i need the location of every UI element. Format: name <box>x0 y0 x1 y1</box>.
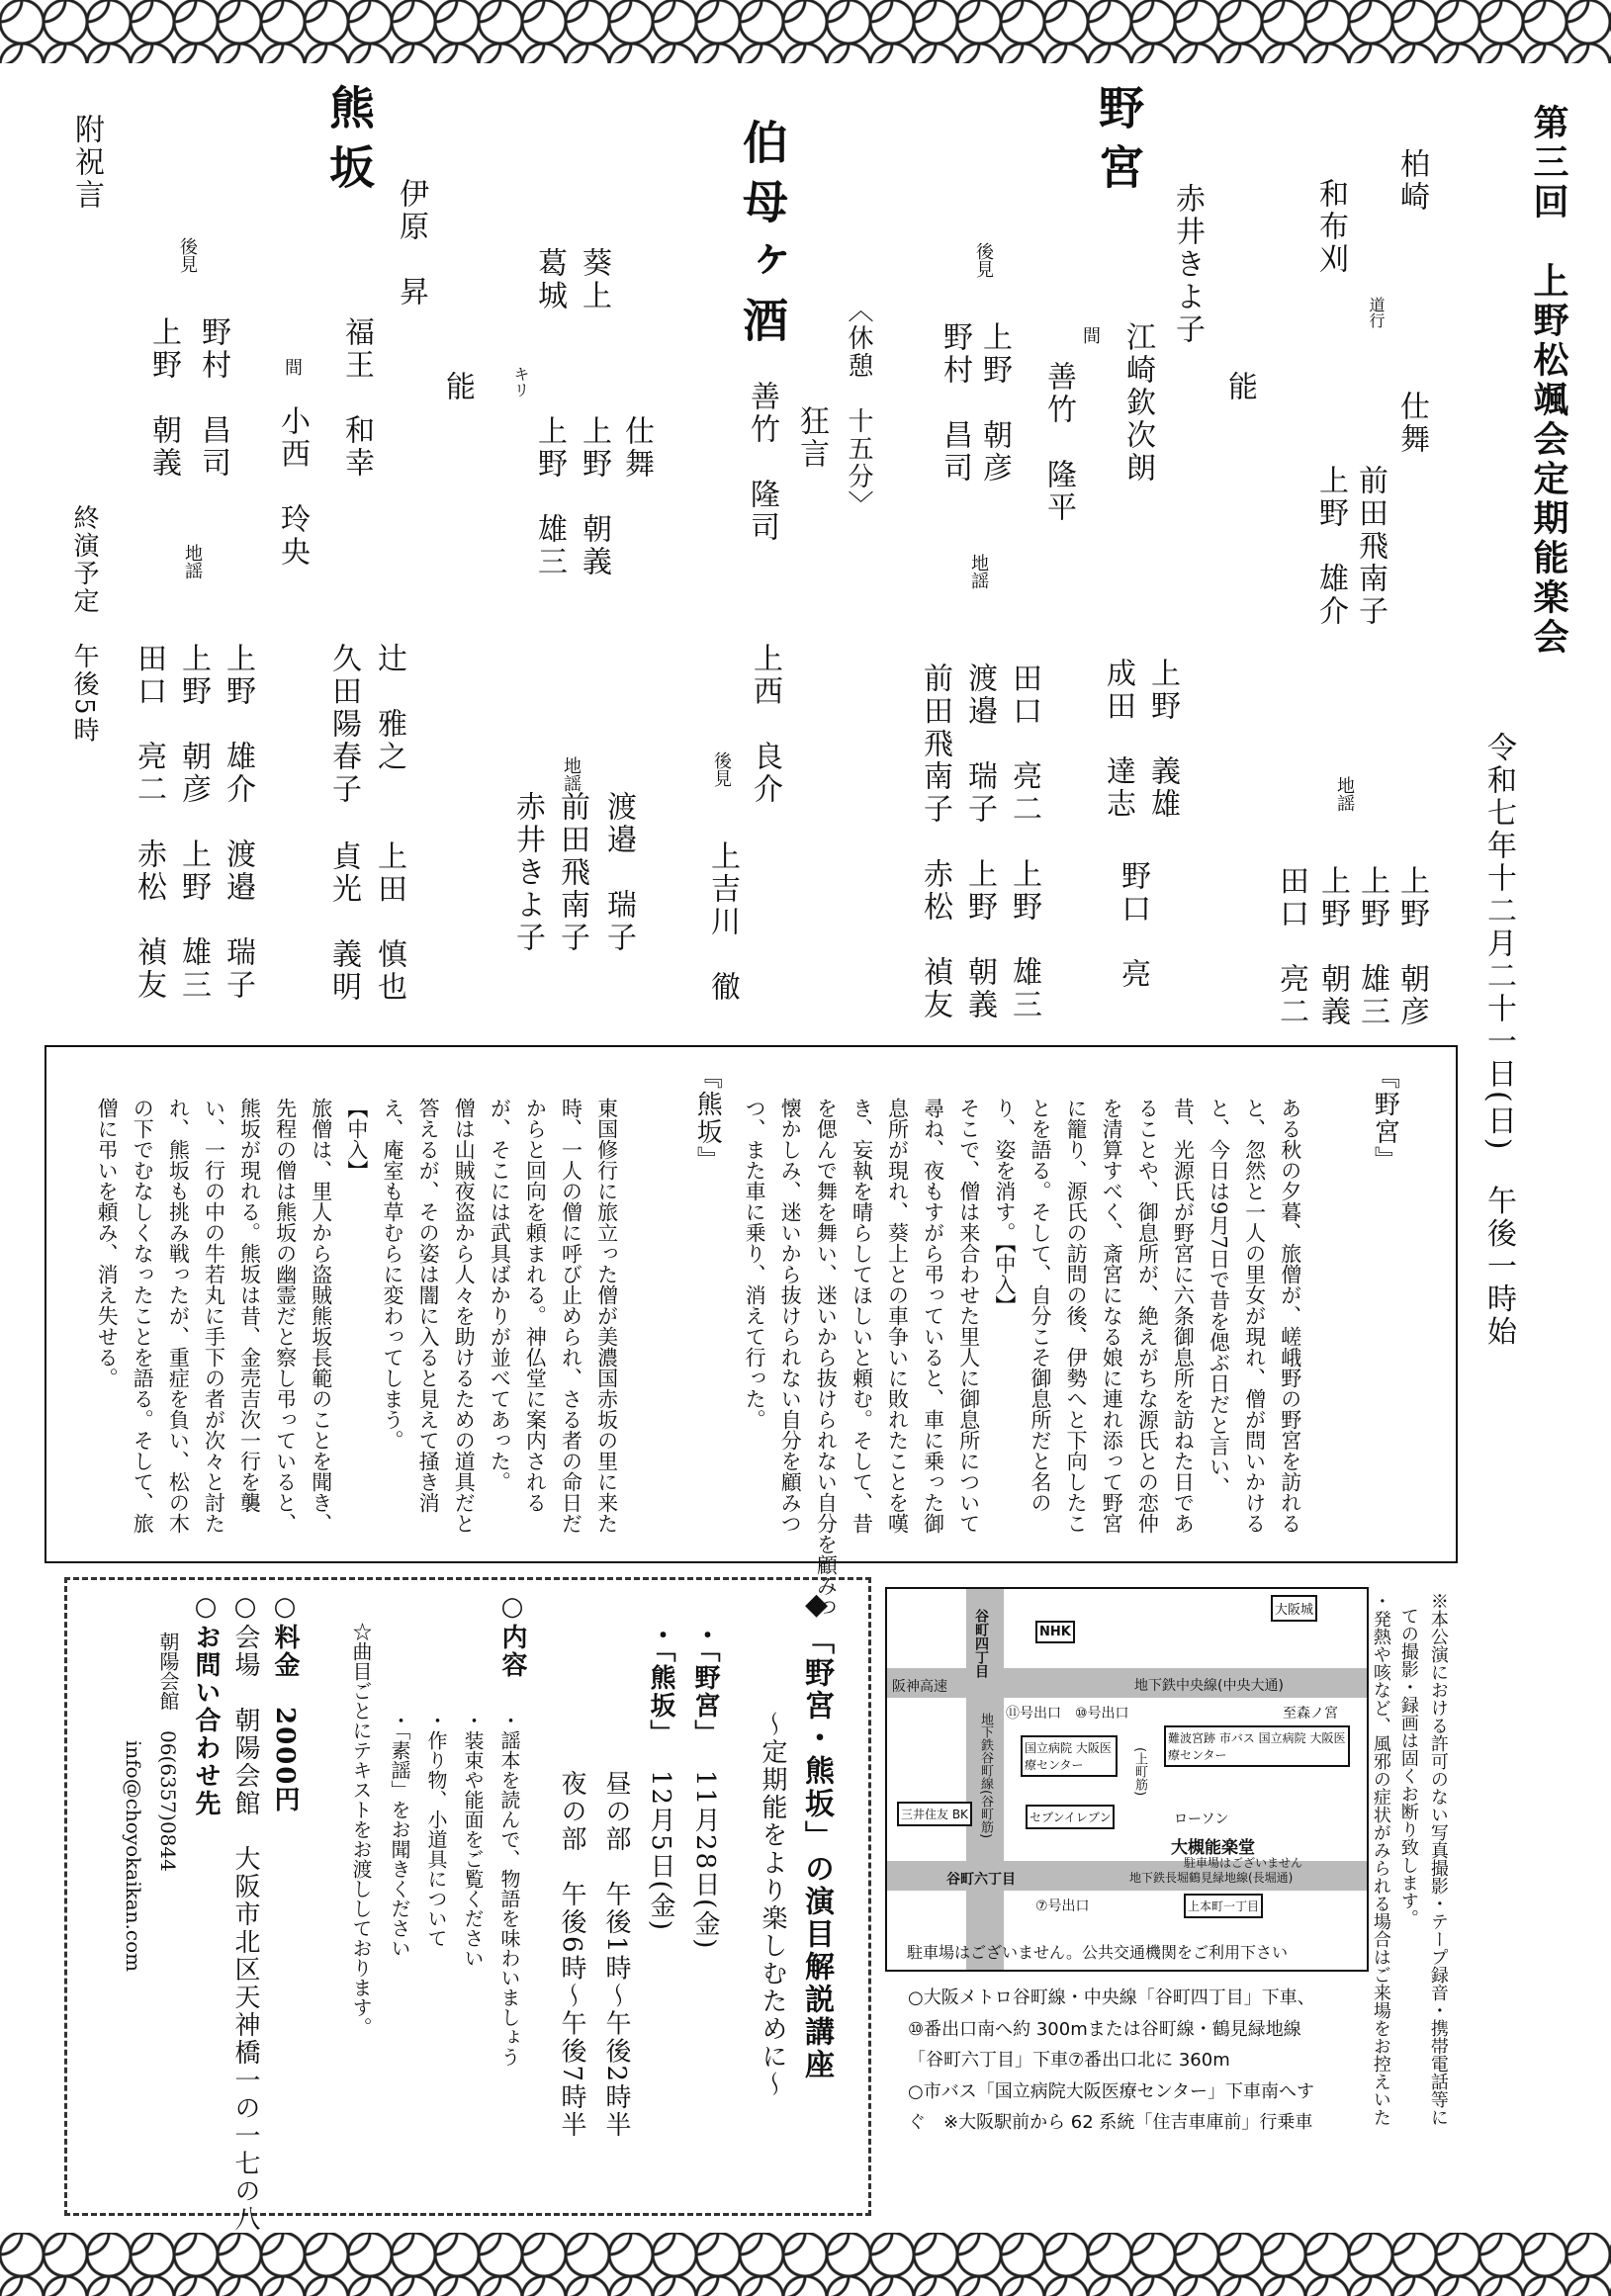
kyogen-performer: 善竹 隆司 <box>745 381 779 544</box>
access-map <box>885 1587 1369 1972</box>
kumasaka-ai-label: 間 <box>282 358 303 376</box>
lecture-item1-date: 11月28日(金) <box>690 1770 720 1951</box>
end-time: 午後5時 <box>69 643 99 745</box>
shimai-kashiwazaki-performer: 前田飛南子 <box>1353 465 1387 628</box>
kumasaka-jiutai-1: 上野 雄介 渡邉 瑞子 <box>221 643 255 1002</box>
lecture-title: ◆「野宮・熊坂」の演目解説講座 <box>799 1587 834 2081</box>
shimai2-aoi-performer: 上野 朝義 <box>577 415 611 578</box>
kumasaka-kotsuzumi: 久田陽春子 <box>326 643 361 806</box>
map-exit7: ⑦号出口 <box>1035 1899 1090 1914</box>
kumasaka-ai: 小西 玲央 <box>275 405 310 569</box>
kumasaka-synopsis-line: 【中入】 <box>344 1098 369 1181</box>
kumasaka-synopsis-line: 僧に弔いを頼み、消え失せる。 <box>95 1098 120 1388</box>
shimai2-kazuraki: 葛城 <box>532 247 567 312</box>
kumasaka-synopsis-line: え、庵室も草むらに変わってしまう。 <box>380 1098 404 1451</box>
lecture-ryokin: ○料金 2000円 <box>270 1592 300 1814</box>
map-parking-note: 駐車場はございません <box>1184 1856 1303 1870</box>
kumasaka-synopsis-line: 熊坂が現れる。熊坂は昔、金売吉次一行を襲 <box>237 1098 262 1513</box>
kumasaka-koken-1: 野村 昌司 <box>196 316 230 480</box>
nonomiya-synopsis-line: り、姿を消す。【中入】 <box>992 1098 1017 1316</box>
access-line-3: 「谷町六丁目」下車⑦番出口北に 360m <box>908 2050 1230 2071</box>
map-tanimachi4: 谷町四丁目 <box>973 1609 989 1678</box>
kumasaka-noh-label: 能 <box>440 371 475 403</box>
map-nagahori-line: 地下鉄長堀鶴見緑地線(長堀通) <box>1129 1871 1294 1885</box>
lecture-naiyo-4: ・「素謡」をお聞きください <box>388 1711 411 1958</box>
lecture-toiawase-name: 朝陽会館 06(6357)0844 <box>156 1632 180 1872</box>
shimai2-aoi: 葵上 <box>577 247 611 312</box>
map-tanimachi6: 谷町六丁目 <box>946 1872 1016 1888</box>
nonomiya-kotsuzumi: 成田 達志 <box>1101 658 1135 821</box>
shimai-jiutai-label: 地謡 <box>1334 776 1355 812</box>
lecture-hiru: 昼の部 午後1時〜午後2時半 <box>601 1770 631 2140</box>
shimai2-label: 仕舞 <box>619 415 654 481</box>
kumasaka-jiutai-2: 上野 朝彦 上野 雄三 <box>176 643 211 1002</box>
bottom-pattern-band <box>0 2233 1611 2296</box>
kumasaka-jiutai-3: 田口 亮二 赤松 禎友 <box>132 643 166 1002</box>
kyogen-title: 伯母ヶ酒 <box>736 119 789 356</box>
nonomiya-jiutai-3: 前田飛南子 赤松 禎友 <box>918 662 952 1021</box>
nonomiya-title: 野宮 <box>1092 84 1145 203</box>
kumasaka-koken-2: 上野 朝義 <box>146 316 181 480</box>
shimai-wafukari: 和布刈 <box>1313 178 1348 276</box>
kyogen-second: 上西 良介 <box>748 643 782 806</box>
lecture-email: info@choyokaikan.com <box>122 1740 145 1973</box>
nonomiya-synopsis-line: 尋ね、夜もすがら弔っていると、車に乗った御 <box>921 1098 945 1534</box>
nonomiya-noh-label: 能 <box>1222 371 1257 403</box>
map-chuo-line: 地下鉄中央線(中央大通) <box>1134 1678 1284 1694</box>
nonomiya-jiutai-2: 渡邉 瑞子 上野 朝義 <box>962 662 997 1021</box>
nonomiya-synopsis-line: そこで、僧は来合わせた里人に御息所について <box>956 1098 981 1534</box>
shimai2-kazuraki-performer: 上野 雄三 <box>532 415 567 578</box>
shimai2-jiutai-1: 渡邉 瑞子 <box>601 791 636 954</box>
map-bus-stop: 難波宮跡 市バス 国立病院 大阪医療センター <box>1164 1725 1350 1767</box>
kumasaka-fue: 辻 雅之 <box>372 643 406 773</box>
notice-1: ※本公演における許可のない写真撮影・テープ録音・携帯電話等に <box>1427 1592 1449 2126</box>
access-line-4: ○市バス「国立病院大阪医療センター」下車南へす <box>908 2080 1314 2102</box>
notice-3: ・発熱や咳など、風邪の症状がみられる場合はご来場をお控えいた <box>1370 1592 1391 2126</box>
nonomiya-jiutai-label: 地謡 <box>968 554 989 589</box>
shimai-wafukari-performer: 上野 雄介 <box>1313 465 1348 628</box>
nonomiya-synopsis-line: を偲んで舞を舞い、迷いから抜けられない自分を顧みつ <box>814 1098 839 1617</box>
kumasaka-synopsis-line: 東国修行に旅立った僧が美濃国赤坂の里に来た <box>594 1098 619 1534</box>
program-date: 令和七年十二月二十一日(日) 午後一時始 <box>1481 732 1516 1349</box>
access-line-1: ○大阪メトロ谷町線・中央線「谷町四丁目」下車、 <box>908 1987 1315 2008</box>
nonomiya-synopsis-line: ある秋の夕暮、旅僧が、嵯峨野の野宮を訪れる <box>1278 1098 1302 1534</box>
top-pattern-band <box>0 0 1611 63</box>
nonomiya-koken-1: 上野 朝彦 <box>977 321 1012 485</box>
kumasaka-synopsis <box>89 1098 625 1543</box>
lecture-item2-date: 12月5日(金) <box>646 1770 675 1932</box>
lecture-kaijo: ○会場 朝陽会館 大阪市北区天神橋一の一七の八 <box>230 1592 260 2233</box>
kumasaka-synopsis-line: 時、一人の僧に呼び止められ、さる者の命日だ <box>559 1098 583 1534</box>
nonomiya-ai: 善竹 隆平 <box>1041 361 1076 524</box>
kumasaka-synopsis-line: 僧は山賊夜盗から人々を助けるための道具だと <box>452 1098 477 1534</box>
map-footer: 駐車場はございません。公共交通機関をご利用下さい <box>907 1943 1288 1962</box>
lecture-naiyo-5: ☆曲目ごとにテキストをお渡ししております。 <box>349 1622 373 2037</box>
kumasaka-synopsis-line: 旅僧は、里人から盗賊熊坂長範のことを聞き、 <box>309 1098 333 1534</box>
nonomiya-synopsis-line: とを語る。そして、自分こそ御息所だと名の <box>1028 1098 1052 1513</box>
kumasaka-synopsis-line: の下でむなしくなったことを語る。そして、旅 <box>131 1098 155 1534</box>
lecture-item2-name: ・「熊坂」 <box>646 1622 675 1747</box>
nonomiya-synopsis-line: き、妄執を晴らしてほしいと頼む。そして、昔 <box>850 1098 874 1534</box>
nonomiya-otsuzumi: 野口 亮 <box>1116 860 1150 991</box>
fushugen: 附祝言 <box>69 114 104 212</box>
lecture-subtitle: 〜定期能をより楽しむために〜 <box>758 1711 787 2098</box>
end-label: 終演予定 <box>69 504 99 615</box>
kumasaka-title: 熊坂 <box>322 84 376 203</box>
nonomiya-fue: 上野 義雄 <box>1145 658 1180 821</box>
nonomiya-jiutai-1: 田口 亮二 上野 雄三 <box>1007 662 1041 1021</box>
nonomiya-koken-label: 後見 <box>973 242 994 278</box>
map-shirakami: 至森ノ宮 <box>1283 1706 1338 1722</box>
kyogen-koken-label: 後見 <box>711 751 732 787</box>
kumasaka-synopsis-line: い、一行の中の牛若丸に手下の者が次々と討た <box>202 1098 226 1534</box>
shimai2-jiutai-label: 地謡 <box>561 756 582 792</box>
shimai-jiutai-3: 上野 朝義 <box>1315 865 1350 1028</box>
shimai-jiutai-1: 上野 朝彦 <box>1394 865 1429 1028</box>
nonomiya-shite: 赤井きよ子 <box>1170 183 1205 346</box>
shimai2-jiutai-3: 赤井きよ子 <box>510 791 545 954</box>
map-uehonmachi: 上本町一丁目 <box>1184 1894 1263 1918</box>
kumasaka-koken-label: 後見 <box>177 237 198 273</box>
map-exit11: ⑪号出口 <box>1006 1706 1061 1722</box>
shimai-jiutai-2: 上野 雄三 <box>1355 865 1389 1028</box>
nonomiya-synopsis-line: 懐かしみ、迷いから抜けられない自分を顧みつ <box>778 1098 803 1534</box>
kumasaka-synopsis-heading: 『熊坂』 <box>692 1063 723 1174</box>
shimai2-kazuraki-ruby: キリ <box>511 366 530 397</box>
kumasaka-synopsis-line: れ、熊坂も挑み戦ったが、重症を負い、松の木 <box>166 1098 191 1534</box>
kyogen-koken: 上吉川 徹 <box>705 840 740 1004</box>
access-line-5: ぐ ※大阪駅前から 62 系統「住吉車庫前」行乗車 <box>908 2112 1313 2133</box>
nonomiya-synopsis-line: と、忽然と一人の里女が現れ、僧が問いかける <box>1242 1098 1267 1534</box>
nonomiya-koken-2: 野村 昌司 <box>938 321 972 485</box>
notice-2: ての撮影・録画は固くお断り致します。 <box>1397 1607 1419 1927</box>
kumasaka-taiko: 貞光 義明 <box>326 840 361 1004</box>
kumasaka-otsuzumi: 上田 慎也 <box>372 840 406 1004</box>
map-hospital: 国立病院 大阪医療センター <box>1021 1735 1118 1777</box>
nonomiya-synopsis-line: 昔、光源氏が野宮に六条御息所を訪ねた日であ <box>1171 1098 1196 1534</box>
lecture-naiyo-1: ・謡本を読んで、物語を味わいましょう <box>497 1711 521 2067</box>
nonomiya-synopsis-line: つ、また車に乗り、消えて行った。 <box>743 1098 767 1430</box>
shimai2-jiutai-2: 前田飛南子 <box>555 791 589 954</box>
access-text <box>908 1983 1315 2139</box>
map-seven: セブンイレブン <box>1026 1805 1115 1829</box>
shimai-kashiwazaki: 柏崎 <box>1394 148 1429 214</box>
map-mitsui: 三井住友 BK <box>897 1802 972 1826</box>
kumasaka-synopsis-line: 先程の僧は熊坂の幽霊だと察し弔っていると、 <box>273 1098 298 1534</box>
map-exit10: ⑩号出口 <box>1075 1706 1129 1722</box>
map-nhk: NHK <box>1035 1621 1075 1643</box>
map-tanimachi-line: 地下鉄谷町線(谷町筋) <box>978 1713 993 1839</box>
kumasaka-synopsis-line: からと回向を頼まれる。神仏堂に案内される <box>523 1098 548 1513</box>
map-venue: 大槻能楽堂 <box>1171 1838 1255 1858</box>
kyogen-label: 狂言 <box>794 405 829 471</box>
nonomiya-synopsis-line: 息所が現れ、葵上との車争いに敗れたことを嘆 <box>885 1098 910 1534</box>
nonomiya-synopsis-line: ることや、御息所が、絶えがちな源氏との恋仲 <box>1135 1098 1160 1534</box>
map-lawson: ローソン <box>1174 1811 1229 1827</box>
nonomiya-synopsis-line: に籠り、源氏の訪問の後、伊勢へと下向したこ <box>1064 1098 1089 1534</box>
access-line-2: ⑩番出口南へ約 300mまたは谷町線・鶴見緑地線 <box>908 2018 1301 2040</box>
chuo-street <box>887 1668 1367 1698</box>
nonomiya-waki: 江崎欽次朗 <box>1120 321 1155 485</box>
nonomiya-synopsis-heading: 『野宮』 <box>1370 1063 1400 1174</box>
lecture-naiyo-3: ・作り物、小道具について <box>424 1711 448 1948</box>
map-hanshin: 阪神高速 <box>892 1679 947 1695</box>
kumasaka-jiutai-label: 地謡 <box>182 544 203 579</box>
program-title: 第三回 上野松颯会定期能楽会 <box>1528 104 1569 658</box>
shimai-label: 仕舞 <box>1394 391 1429 456</box>
map-osakajo: 大阪城 <box>1271 1595 1317 1622</box>
shimai-jiutai-4: 田口 亮二 <box>1274 865 1308 1028</box>
lecture-naiyo-label: ○内容 <box>497 1592 527 1679</box>
intermission: 〈休憩 十五分〉 <box>844 297 873 518</box>
map-uemachi: (上町筋) <box>1132 1747 1147 1797</box>
nonomiya-synopsis-line: と、今日は9月7日で昔を偲ぶ日だと言い、 <box>1207 1098 1231 1498</box>
lecture-yoru: 夜の部 午後6時〜午後7時半 <box>557 1770 586 2140</box>
kumasaka-synopsis-line: 答えるが、その姿は闇に入ると見えて掻き消 <box>416 1098 441 1513</box>
kumasaka-shite: 伊原 昇 <box>394 178 428 309</box>
lecture-toiawase: ○お問い合わせ先 <box>191 1592 221 1817</box>
lecture-item1-name: ・「野宮」 <box>690 1622 720 1747</box>
lecture-naiyo-2: ・装束や能面をご覧ください <box>461 1711 485 1968</box>
shimai-kashiwazaki-ruby: 道行 <box>1367 297 1386 328</box>
nonomiya-ai-label: 間 <box>1080 326 1101 344</box>
kumasaka-waki: 福王 和幸 <box>339 316 374 480</box>
nonomiya-synopsis-line: を清算すべく、斎宮になる娘に連れ添って野宮 <box>1100 1098 1124 1534</box>
kumasaka-synopsis-line: が、そこには武具ばかりが並べてあった。 <box>488 1098 512 1492</box>
